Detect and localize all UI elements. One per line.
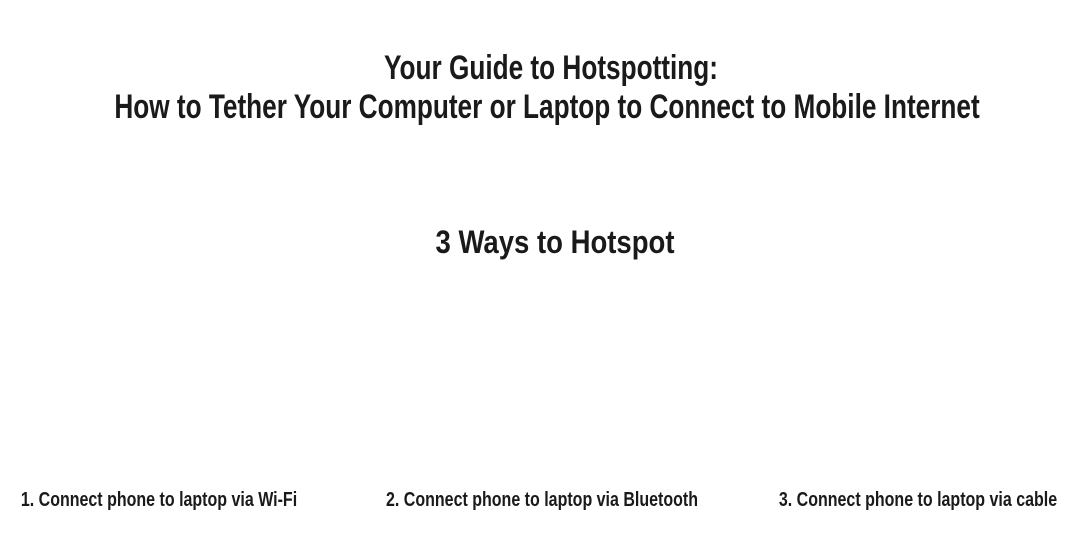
method-caption-cable: 3. Connect phone to laptop via cable — [778, 489, 1058, 511]
page-title-line-1: Your Guide to Hotspotting: — [384, 49, 718, 87]
section-heading: 3 Ways to Hotspot — [435, 224, 675, 260]
page-title-line-2: How to Tether Your Computer or Laptop to Connect to Mobile Internet — [114, 88, 980, 126]
method-caption-wifi: 1. Connect phone to laptop via Wi-Fi — [20, 489, 298, 511]
method-caption-bluetooth: 2. Connect phone to laptop via Bluetooth — [386, 489, 698, 511]
